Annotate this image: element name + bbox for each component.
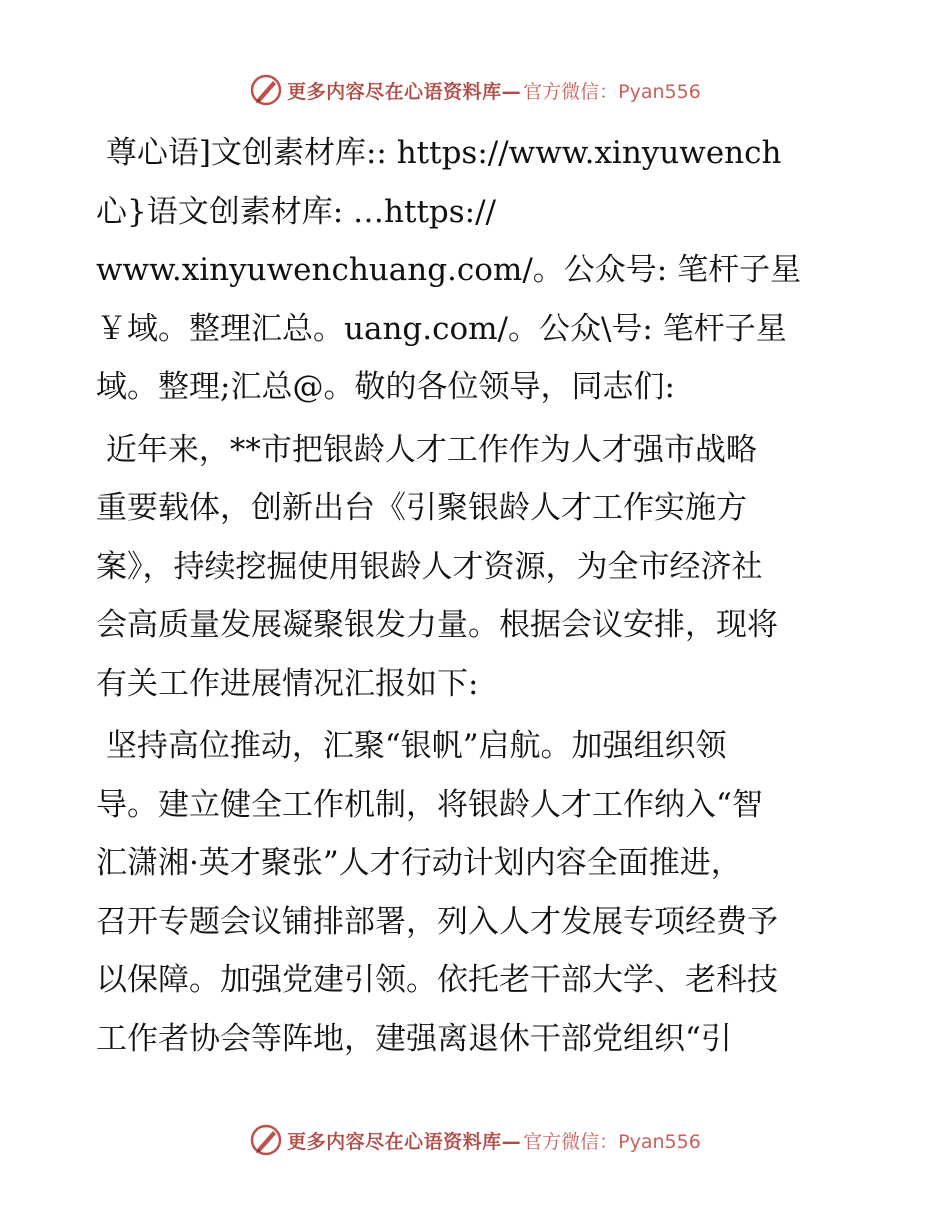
banner-contact: 官方微信：Pyan556 [523,80,701,103]
pen-logo-icon [249,1123,283,1157]
document-body [96,124,876,1072]
banner-slogan: 更多内容尽在心语资料库— [287,80,522,103]
header-banner [0,70,950,110]
footer-banner [0,1120,950,1160]
paragraph-overview: 近年来，**市把银龄人才工作作为人才强市战略 重要载体，创新出台《引聚银龄人才工作实施方 案》，持续挖掘使用银龄人才资源，为全市经济社 会高质量发展凝聚银发力量。根据会议安排，现将 有关工作进展情况汇报如下: [96,431,778,702]
banner-slogan: 更多内容尽在心语资料库— [287,1130,522,1153]
pen-logo-icon [249,73,283,107]
paragraph-intro: 尊心语]文创素材库:: https://www.xinyuwench 心}语文创素材库: …https:// www.xinyuwenchuang.com/。公众号: 笔杆子星 ￥域。整理汇总。uang.com/。公众\号: 笔杆子星 域。整理;汇总@。敬的各位领导，同志们: [96,135,802,405]
paragraph-section-one: 坚持高位推动，汇聚“银帆”启航。加强组织领 导。建立健全工作机制，将银龄人才工作纳入“智 汇潇湘·英才聚张”人才行动计划内容全面推进， 召开专题会议铺排部署，列入人才发展专项经费予 以保障。加强党建引领。依托老干部大学、老科技 工作者协会等阵地，建强离退休干部党组织“引 [96,728,778,1057]
banner-contact: 官方微信：Pyan556 [523,1130,701,1153]
